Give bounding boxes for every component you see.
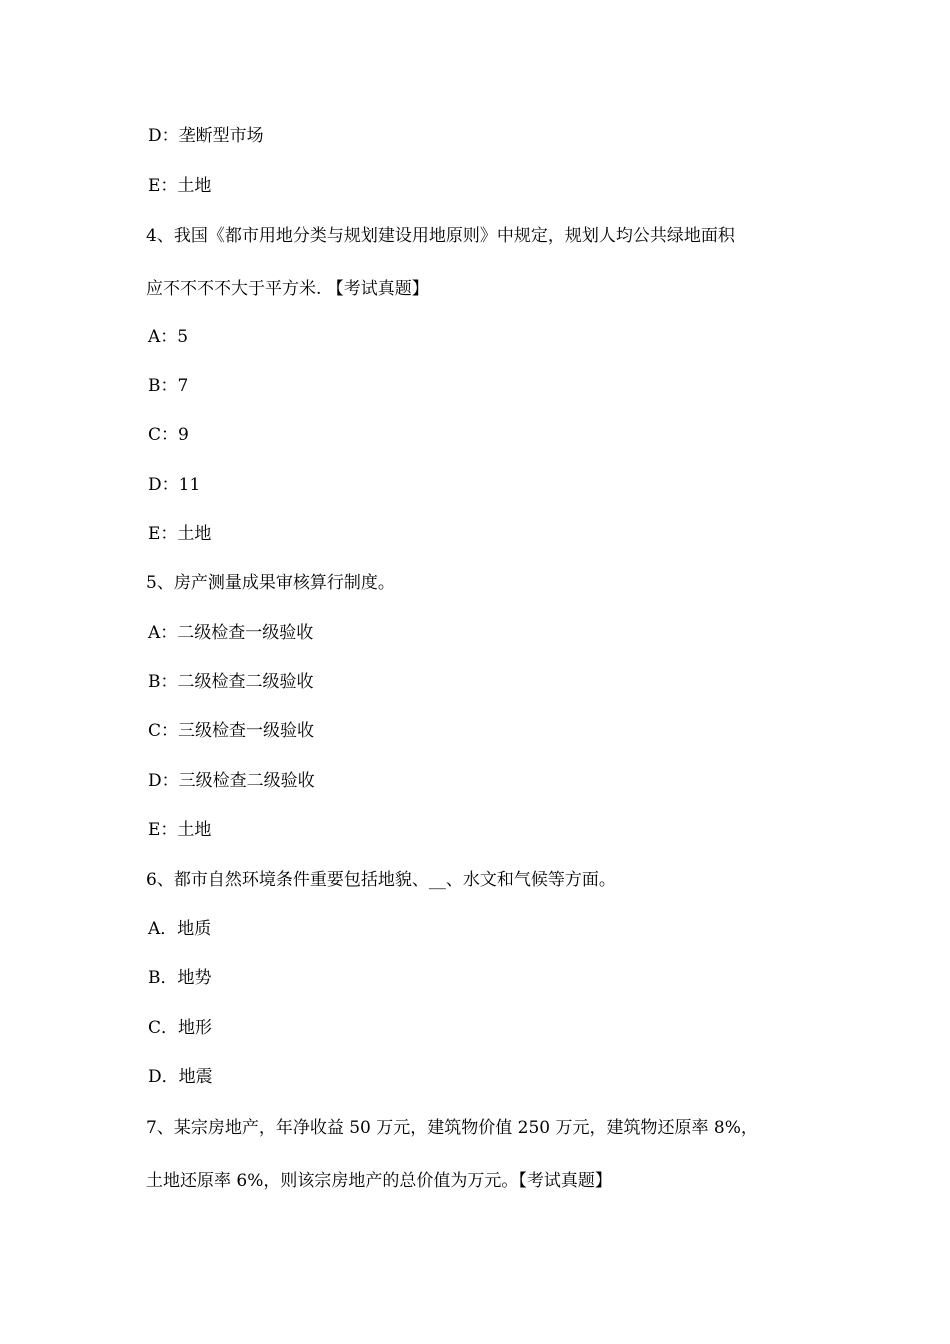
question-4-option-c: C：9 <box>148 425 189 445</box>
question-6-option-d: D．地震 <box>148 1067 213 1087</box>
question-5-option-d: D：三级检查二级验收 <box>148 771 315 791</box>
question-5-option-a: A：二级检查一级验收 <box>148 623 314 643</box>
option-d-monopoly: D：垄断型市场 <box>148 126 264 146</box>
question-5-line-1: 5、房产测量成果审核算行制度。 <box>146 573 395 593</box>
question-6-option-a: A．地质 <box>148 919 212 939</box>
question-6-line-1: 6、都市自然环境条件重要包括地貌、__、水文和气候等方面。 <box>146 870 616 890</box>
question-6-option-c: C．地形 <box>148 1018 213 1038</box>
question-4-option-d: D：11 <box>148 475 201 495</box>
question-4-line-2: 应不不不不大于平方米. 【考试真题】 <box>146 279 429 299</box>
question-4-option-a: A：5 <box>148 327 189 347</box>
question-5-option-e: E：土地 <box>148 820 212 840</box>
question-5-option-b: B：二级检查二级验收 <box>148 672 314 692</box>
question-4-option-e: E：土地 <box>148 524 212 544</box>
option-e-land: E：土地 <box>148 176 212 196</box>
question-7-line-1: 7、某宗房地产，年净收益 50 万元，建筑物价值 250 万元，建筑物还原率 8%， <box>146 1118 758 1138</box>
question-7-line-2: 土地还原率 6%，则该宗房地产的总价值为万元。【考试真题】 <box>146 1171 612 1191</box>
question-5-option-c: C：三级检查一级验收 <box>148 721 315 741</box>
question-4-line-1: 4、我国《都市用地分类与规划建设用地原则》中规定，规划人均公共绿地面积 <box>146 226 735 246</box>
question-6-option-b: B．地势 <box>148 968 212 988</box>
question-4-option-b: B：7 <box>148 376 189 396</box>
